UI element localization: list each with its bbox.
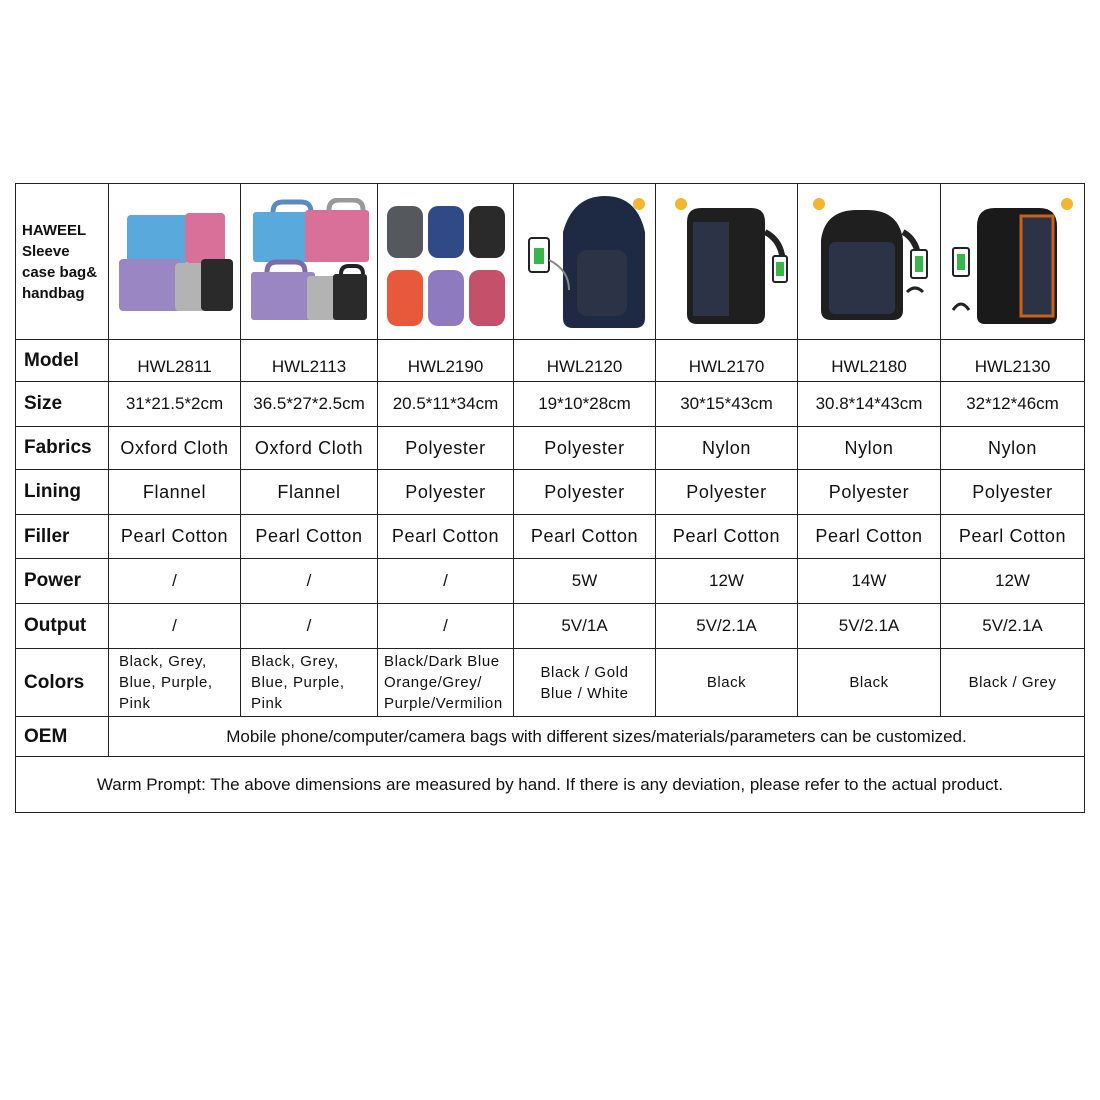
fabrics-cell: Oxford Cloth: [109, 427, 241, 470]
output-cell: 5V/2.1A: [798, 604, 941, 649]
power-cell: /: [109, 559, 241, 604]
size-cell: 32*12*46cm: [941, 382, 1085, 427]
filler-cell: Pearl Cotton: [241, 515, 378, 559]
fabrics-row: [16, 427, 1085, 470]
size-cell: 19*10*28cm: [514, 382, 656, 427]
row-label-filler: Filler: [16, 515, 109, 559]
row-label-colors: Colors: [16, 649, 109, 717]
color-line: Blue / White: [540, 684, 629, 702]
size-cell: 30.8*14*43cm: [798, 382, 941, 427]
filler-cell: Pearl Cotton: [378, 515, 514, 559]
power-cell: 5W: [514, 559, 656, 604]
solar-backpack-slim-image: [941, 184, 1085, 340]
size-row: [16, 382, 1085, 427]
color-line: Pink: [251, 695, 283, 712]
filler-row: [16, 515, 1085, 559]
model-cell: HWL2190: [378, 340, 514, 382]
colors-cell: [514, 649, 656, 717]
model-cell: HWL2130: [941, 340, 1085, 382]
output-cell: /: [109, 604, 241, 649]
laptop-handbags-icon: [245, 198, 373, 326]
output-cell: /: [241, 604, 378, 649]
lining-cell: Polyester: [941, 470, 1085, 515]
solar-backpack-icon: [519, 192, 651, 332]
row-label-power: Power: [16, 559, 109, 604]
brand-line: Sleeve: [22, 242, 70, 260]
oem-row: [16, 717, 1085, 757]
fabrics-cell: Nylon: [656, 427, 798, 470]
row-label-size: Size: [16, 382, 109, 427]
color-line: Purple/Vermilion: [384, 695, 503, 712]
solar-backpack-icon: [947, 192, 1079, 332]
output-cell: 5V/2.1A: [941, 604, 1085, 649]
oem-text: Mobile phone/computer/camera bags with different sizes/materials/parameters can be customized.: [109, 717, 1085, 757]
size-cell: 36.5*27*2.5cm: [241, 382, 378, 427]
lining-cell: Polyester: [514, 470, 656, 515]
fabrics-cell: Nylon: [941, 427, 1085, 470]
solar-backpack-icon: [661, 192, 793, 332]
row-label-oem: OEM: [16, 717, 109, 757]
row-label-fabrics: Fabrics: [16, 427, 109, 470]
size-cell: 30*15*43cm: [656, 382, 798, 427]
color-line: Blue, Purple,: [119, 674, 213, 691]
filler-cell: Pearl Cotton: [514, 515, 656, 559]
spec-table: [15, 183, 1085, 813]
sleeve-bags-image: [109, 184, 241, 340]
row-label-output: Output: [16, 604, 109, 649]
lining-cell: Polyester: [378, 470, 514, 515]
color-line: Black: [849, 674, 889, 691]
brand-line: HAWEEL: [22, 221, 87, 239]
model-cell: HWL2113: [241, 340, 378, 382]
color-line: Pink: [119, 695, 151, 712]
size-cell: 31*21.5*2cm: [109, 382, 241, 427]
color-line: Black/Dark Blue: [384, 653, 500, 670]
row-label-model: Model: [16, 340, 109, 382]
color-line: Black / Grey: [968, 674, 1057, 691]
solar-backpack-icon: [803, 192, 935, 332]
power-cell: 12W: [656, 559, 798, 604]
fabrics-cell: Polyester: [514, 427, 656, 470]
solar-backpack-hardshell-image: [798, 184, 941, 340]
warm-prompt-note: Warm Prompt: The above dimensions are measured by hand. If there is any deviation, please refer to the actual product.: [16, 757, 1085, 813]
output-row: [16, 604, 1085, 649]
color-line: Orange/Grey/: [384, 674, 483, 691]
size-cell: 20.5*11*34cm: [378, 382, 514, 427]
fabrics-cell: Nylon: [798, 427, 941, 470]
colors-cell: [798, 649, 941, 717]
model-cell: HWL2120: [514, 340, 656, 382]
color-line: Black, Grey,: [251, 653, 339, 670]
color-line: Black / Gold: [540, 663, 629, 681]
color-line: Black, Grey,: [119, 653, 207, 670]
filler-cell: Pearl Cotton: [798, 515, 941, 559]
model-cell: HWL2180: [798, 340, 941, 382]
fabrics-cell: Polyester: [378, 427, 514, 470]
power-row: [16, 559, 1085, 604]
solar-backpack-panel-image: [656, 184, 798, 340]
power-cell: /: [241, 559, 378, 604]
power-cell: 12W: [941, 559, 1085, 604]
lining-cell: Polyester: [798, 470, 941, 515]
model-cell: HWL2170: [656, 340, 798, 382]
row-label-lining: Lining: [16, 470, 109, 515]
output-cell: /: [378, 604, 514, 649]
colors-cell: [378, 649, 514, 717]
lining-cell: Polyester: [656, 470, 798, 515]
lining-cell: Flannel: [241, 470, 378, 515]
fabrics-cell: Oxford Cloth: [241, 427, 378, 470]
output-cell: 5V/1A: [514, 604, 656, 649]
lining-cell: Flannel: [109, 470, 241, 515]
model-cell: HWL2811: [109, 340, 241, 382]
note-row: [16, 757, 1085, 813]
color-backpacks-image: [378, 184, 514, 340]
brand-line: handbag: [22, 284, 85, 302]
brand-title: [16, 184, 109, 340]
colors-cell: [656, 649, 798, 717]
brand-line: case bag&: [22, 263, 98, 281]
lining-row: [16, 470, 1085, 515]
power-cell: 14W: [798, 559, 941, 604]
model-row: [16, 340, 1085, 382]
sleeve-case-bags-icon: [113, 207, 237, 317]
filler-cell: Pearl Cotton: [109, 515, 241, 559]
color-line: Blue, Purple,: [251, 674, 345, 691]
colors-cell: [109, 649, 241, 717]
colors-cell: [941, 649, 1085, 717]
output-cell: 5V/2.1A: [656, 604, 798, 649]
filler-cell: Pearl Cotton: [941, 515, 1085, 559]
filler-cell: Pearl Cotton: [656, 515, 798, 559]
power-cell: /: [378, 559, 514, 604]
solar-backpack-dot-image: [514, 184, 656, 340]
color-line: Black: [706, 674, 747, 691]
handbags-image: [241, 184, 378, 340]
colored-backpacks-icon: [381, 192, 511, 332]
colors-row: [16, 649, 1085, 717]
colors-cell: [241, 649, 378, 717]
image-row: [16, 184, 1085, 340]
